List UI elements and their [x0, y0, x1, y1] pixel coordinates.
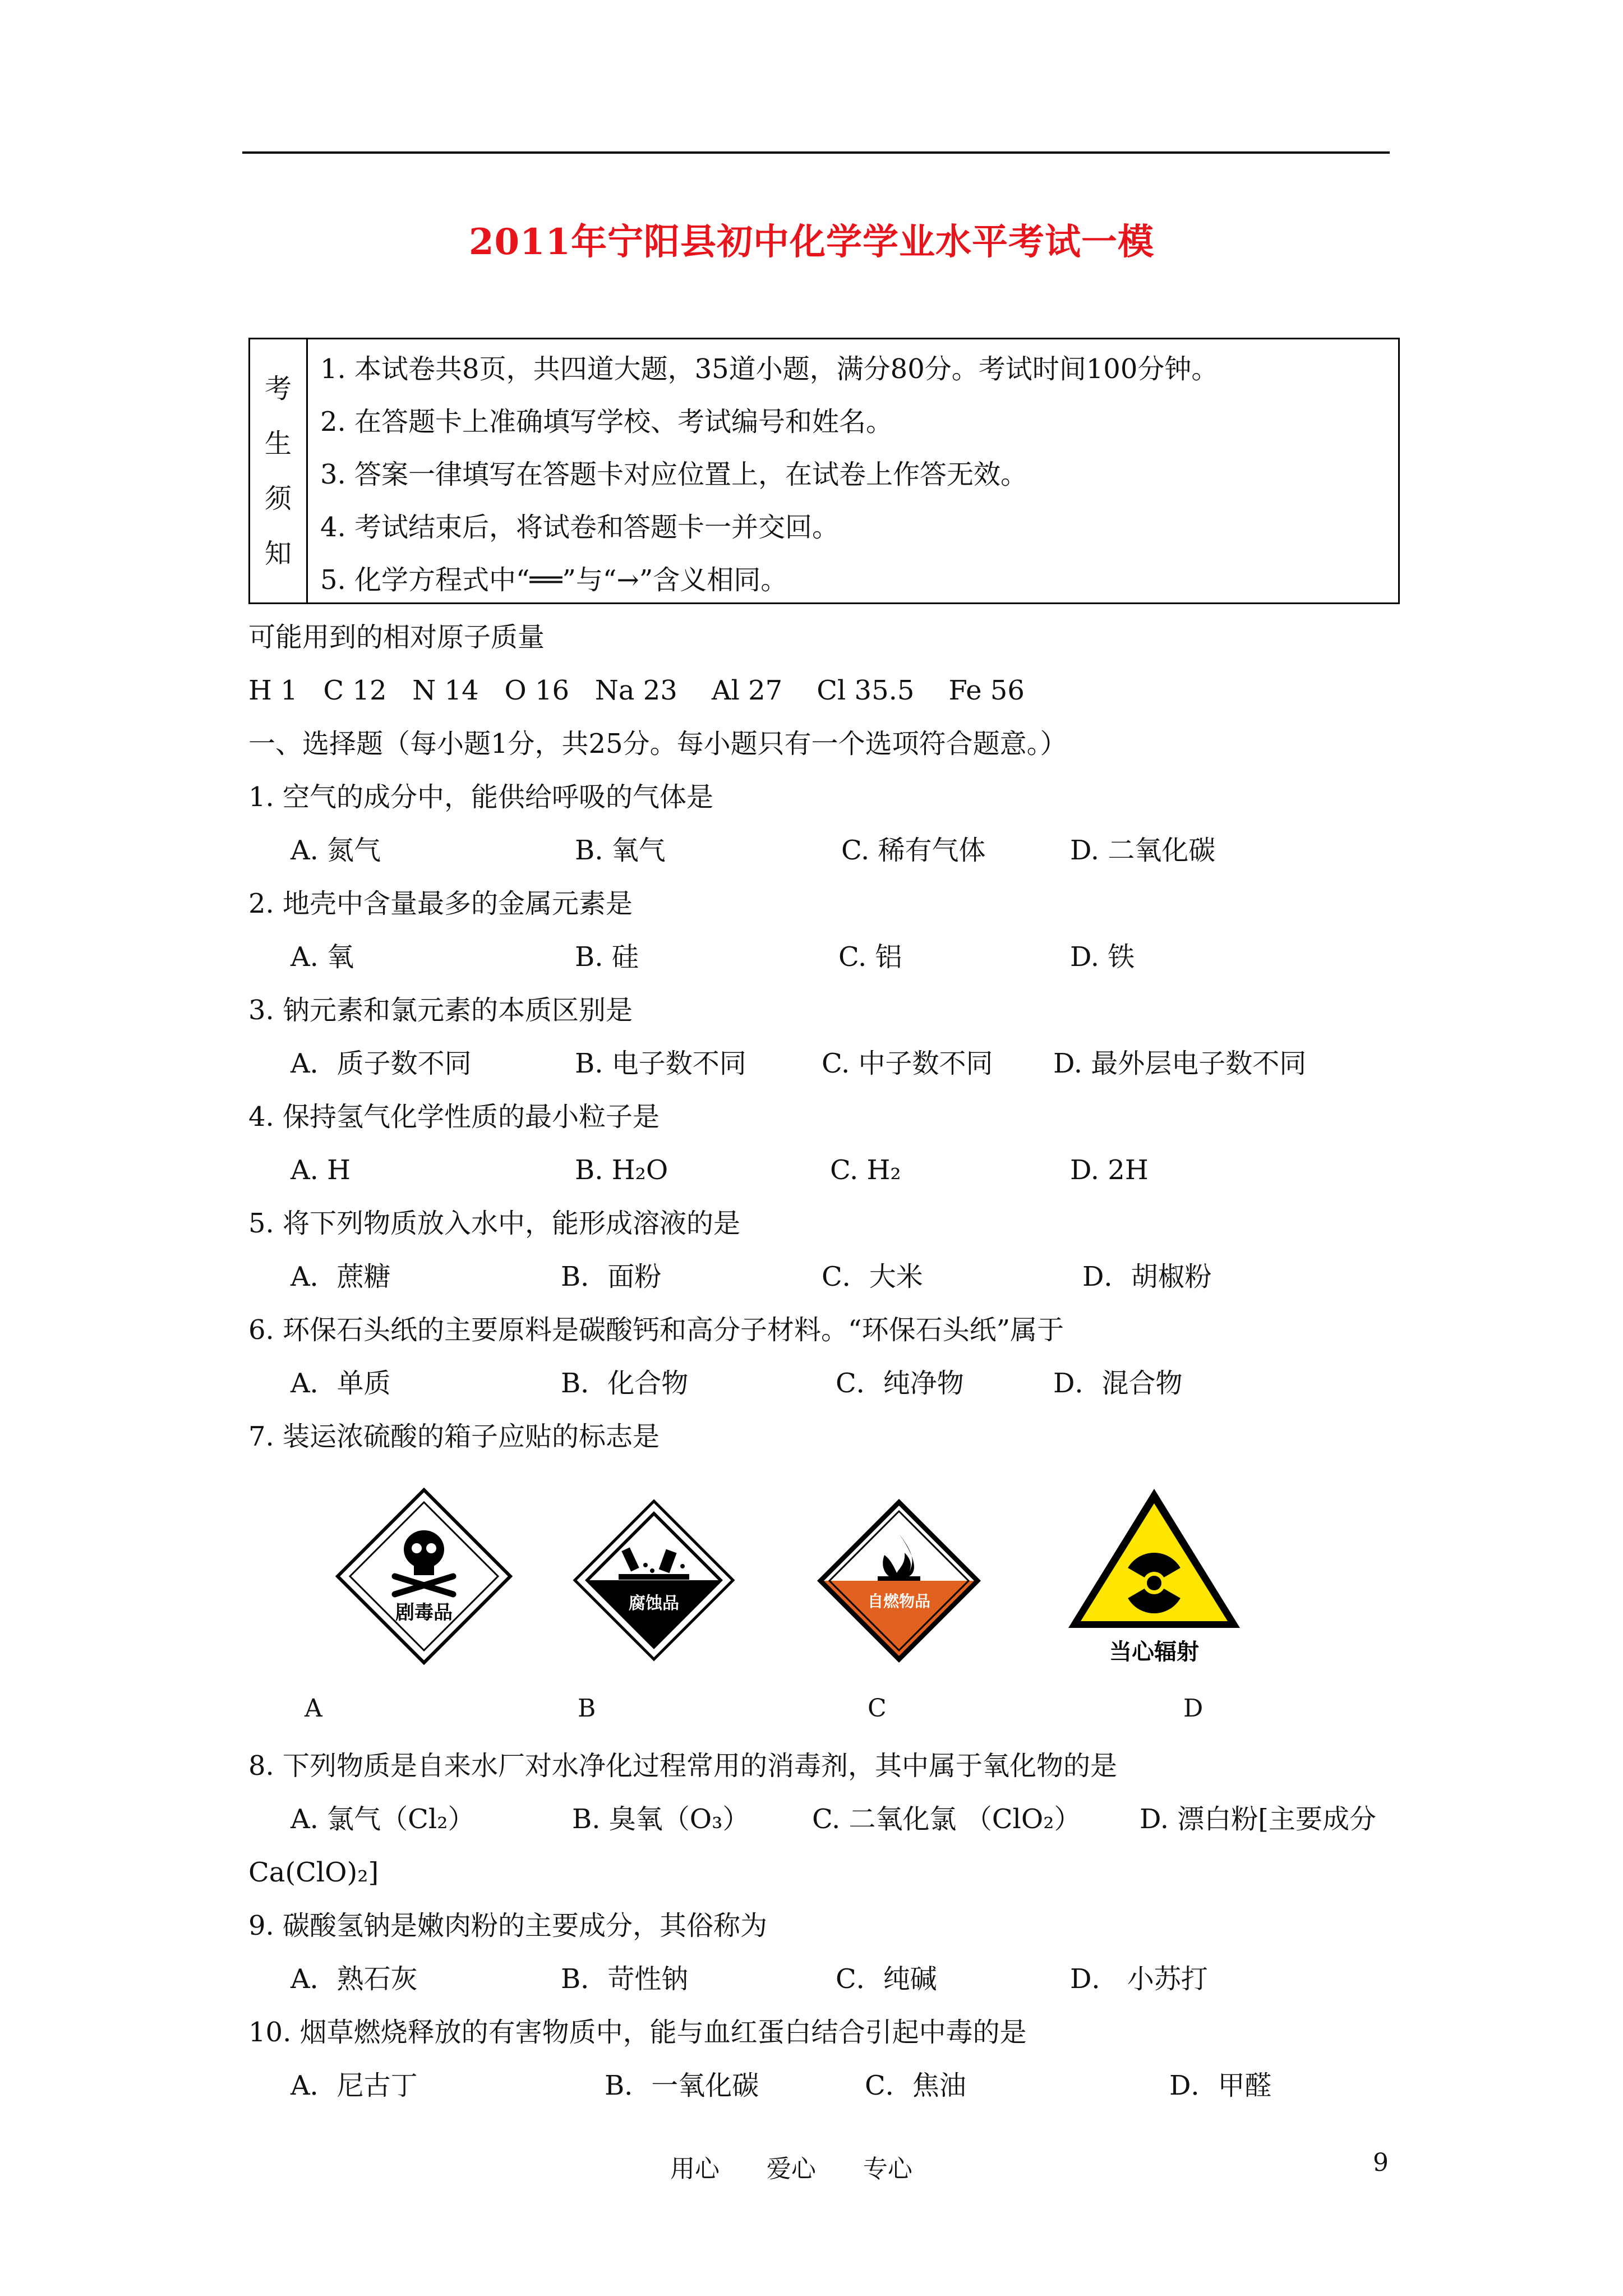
radiation-warning-sign — [1062, 1481, 1247, 1672]
toxic-sign-label: 剧毒品 — [395, 1602, 453, 1624]
question-3: 3. 钠元素和氯元素的本质区别是 — [248, 995, 633, 1026]
section-heading: 一、选择题（每小题1分，共25分。每小题只有一个选项符合题意。） — [248, 728, 1067, 760]
q1-option-d: D. 二氧化碳 — [1070, 835, 1216, 866]
q1-option-c: C. 稀有气体 — [841, 835, 986, 866]
question-9: 9. 碳酸氢钠是嫩肉粉的主要成分，其俗称为 — [248, 1910, 768, 1941]
q6-option-d: D．混合物 — [1053, 1368, 1183, 1399]
q10-option-d: D．甲醛 — [1169, 2070, 1272, 2101]
notice-label — [250, 339, 308, 602]
q6-option-a: A．单质 — [291, 1368, 391, 1399]
toxic-hazard-sign — [334, 1487, 514, 1666]
sign-label-a: A — [305, 1694, 322, 1723]
question-2: 2. 地壳中含量最多的金属元素是 — [248, 888, 633, 919]
question-6: 6. 环保石头纸的主要原料是碳酸钙和高分子材料。“环保石头纸”属于 — [248, 1314, 1064, 1346]
notice-label-char: 生 — [264, 427, 292, 459]
footer-motto: 用心 爱心 专心 — [670, 2155, 912, 2183]
q10-option-b: B．一氧化碳 — [605, 2070, 759, 2101]
notice-item: 3. 答案一律填写在答题卡对应位置上，在试卷上作答无效。 — [320, 459, 1028, 490]
q5-option-b: B．面粉 — [561, 1261, 662, 1292]
notice-item: 4. 考试结束后，将试卷和答题卡一并交回。 — [320, 512, 840, 543]
q8-option-d-continued: Ca(ClO)₂] — [248, 1857, 379, 1888]
notice-label-char: 知 — [264, 537, 292, 569]
corrosive-sign-label: 腐蚀品 — [629, 1594, 679, 1613]
header-rule — [242, 151, 1390, 154]
q8-option-d: D. 漂白粉[主要成分 — [1140, 1803, 1377, 1835]
combustible-sign-label: 自燃物品 — [867, 1592, 931, 1611]
question-5: 5. 将下列物质放入水中，能形成溶液的是 — [248, 1208, 741, 1239]
notice-item: 2. 在答题卡上准确填写学校、考试编号和姓名。 — [320, 406, 893, 438]
q1-option-a: A. 氮气 — [291, 835, 381, 866]
page-title: 2011年宁阳县初中化学学业水平考试一模 — [468, 221, 1155, 263]
q3-option-c: C. 中子数不同 — [822, 1048, 993, 1079]
q2-option-c: C. 铝 — [838, 941, 902, 973]
q6-option-b: B．化合物 — [561, 1368, 689, 1399]
q4-option-d: D. 2H — [1070, 1154, 1149, 1186]
q2-option-b: B. 硅 — [575, 941, 639, 973]
q5-option-a: A．蔗糖 — [291, 1261, 391, 1292]
q9-option-a: A．熟石灰 — [291, 1963, 418, 1995]
notice-item: 5. 化学方程式中“══”与“→”含义相同。 — [320, 564, 788, 596]
q8-option-b: B. 臭氧（O₃） — [572, 1803, 750, 1835]
q2-option-a: A. 氧 — [291, 941, 354, 973]
q4-option-c: C. H₂ — [830, 1154, 901, 1186]
q3-option-a: A．质子数不同 — [291, 1048, 472, 1079]
question-4: 4. 保持氢气化学性质的最小粒子是 — [248, 1101, 660, 1133]
notice-list — [308, 339, 1398, 602]
radiation-sign-label: 当心辐射 — [1109, 1639, 1199, 1665]
q4-option-b: B. H₂O — [575, 1154, 668, 1186]
q9-option-b: B．苛性钠 — [561, 1963, 689, 1995]
q4-option-a: A. H — [291, 1154, 351, 1186]
q3-option-d: D. 最外层电子数不同 — [1053, 1048, 1307, 1079]
q5-option-c: C．大米 — [822, 1261, 923, 1292]
atomic-mass-list: H 1 C 12 N 14 O 16 Na 23 Al 27 Cl 35.5 Fe 56 — [248, 675, 1025, 706]
atomic-mass-heading: 可能用到的相对原子质量 — [248, 622, 545, 653]
sign-label-c: C — [868, 1694, 887, 1723]
exam-notice-box — [248, 338, 1400, 604]
question-7: 7. 装运浓硫酸的箱子应贴的标志是 — [248, 1421, 660, 1452]
question-1: 1. 空气的成分中，能供给呼吸的气体是 — [248, 781, 714, 813]
notice-item: 1. 本试卷共8页，共四道大题，35道小题，满分80分。考试时间100分钟。 — [320, 353, 1219, 385]
q2-option-d: D. 铁 — [1070, 941, 1135, 973]
q10-option-c: C．焦油 — [865, 2070, 966, 2101]
sign-label-b: B — [578, 1694, 596, 1723]
q8-option-c: C. 二氧化氯 （ClO₂） — [812, 1803, 1081, 1835]
q3-option-b: B. 电子数不同 — [575, 1048, 746, 1079]
q9-option-d: D． 小苏打 — [1070, 1963, 1208, 1995]
corrosive-hazard-sign — [573, 1499, 735, 1662]
q1-option-b: B. 氧气 — [575, 835, 666, 866]
notice-label-char: 考 — [264, 372, 292, 404]
q9-option-c: C．纯碱 — [836, 1963, 937, 1995]
q10-option-a: A．尼古丁 — [291, 2070, 418, 2101]
q8-option-a: A. 氯气（Cl₂） — [291, 1803, 475, 1835]
question-8: 8. 下列物质是自来水厂对水净化过程常用的消毒剂，其中属于氧化物的是 — [248, 1750, 1118, 1782]
combustible-hazard-sign — [815, 1497, 983, 1665]
question-10: 10. 烟草燃烧释放的有害物质中，能与血红蛋白结合引起中毒的是 — [248, 2017, 1027, 2048]
notice-label-char: 须 — [264, 482, 292, 514]
sign-label-d: D — [1183, 1694, 1204, 1723]
page-number: 9 — [1373, 2148, 1389, 2177]
q5-option-d: D．胡椒粉 — [1082, 1261, 1212, 1292]
q6-option-c: C．纯净物 — [836, 1368, 964, 1399]
